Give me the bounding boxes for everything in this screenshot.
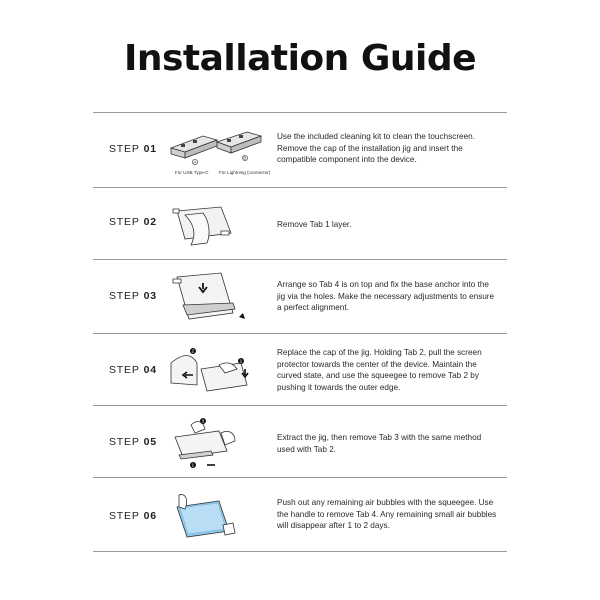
page-title: Installation Guide: [123, 38, 477, 79]
curved-protector-icon: [163, 339, 273, 401]
svg-text:B: B: [243, 155, 247, 161]
step-02: [93, 187, 507, 259]
step-label: STEP 02: [109, 216, 157, 228]
extract-jig-icon: [163, 411, 273, 473]
step-number: 01: [143, 143, 157, 155]
svg-text:1: 1: [239, 358, 243, 364]
step-number: 05: [143, 436, 157, 448]
svg-text:A: A: [193, 159, 197, 165]
squeegee-phone-icon: [163, 483, 273, 545]
divider: [93, 551, 507, 552]
step-number: 06: [143, 510, 157, 522]
svg-text:1: 1: [191, 462, 195, 468]
step-01: [93, 112, 507, 187]
jig-caption-usb-c: For USB Type-C: [175, 170, 209, 175]
step-description: Extract the jig, then remove Tab 3 with the same method used with Tab 2.: [277, 433, 482, 454]
step-label: STEP 04: [109, 364, 157, 376]
step-label: STEP 06: [109, 510, 157, 522]
svg-text:3: 3: [201, 418, 205, 424]
step-04: [93, 333, 507, 405]
step-05: [93, 405, 507, 477]
jig-caption-lightning: For Lightning (connector): [219, 170, 271, 175]
step-label: STEP 05: [109, 436, 157, 448]
step-03: [93, 259, 507, 333]
step-description: Arrange so Tab 4 is on top and fix the base anchor into the jig via the holes. Make the necessary adjustments to ensure a perfect alignment.: [277, 280, 495, 313]
installation-jig-icon: [163, 120, 273, 182]
step-description: Push out any remaining air bubbles with the squeegee. Use the handle to remove Tab 4. Any remaining small air bubbles will disappear after 1 to 2 days.: [277, 498, 497, 531]
step-number: 03: [143, 290, 157, 302]
remove-tab-icon: [163, 193, 273, 255]
step-number: 04: [143, 364, 157, 376]
step-number: 02: [143, 216, 157, 228]
jig-anchor-icon: [163, 265, 273, 327]
step-label: STEP 01: [109, 143, 157, 155]
step-description: Replace the cap of the jig. Holding Tab 2, pull the screen protector towards the center of the device. Maintain the curved state, and use the squeegee to remove Tab 2 by pushing it towards the outer edge.: [277, 348, 482, 392]
step-description: Remove Tab 1 layer.: [277, 220, 352, 229]
step-06: [93, 477, 507, 551]
step-label: STEP 03: [109, 290, 157, 302]
step-description: Use the included cleaning kit to clean the touchscreen. Remove the cap of the installation jig and insert the compatible component into the device.: [277, 132, 475, 165]
svg-text:2: 2: [191, 348, 195, 354]
